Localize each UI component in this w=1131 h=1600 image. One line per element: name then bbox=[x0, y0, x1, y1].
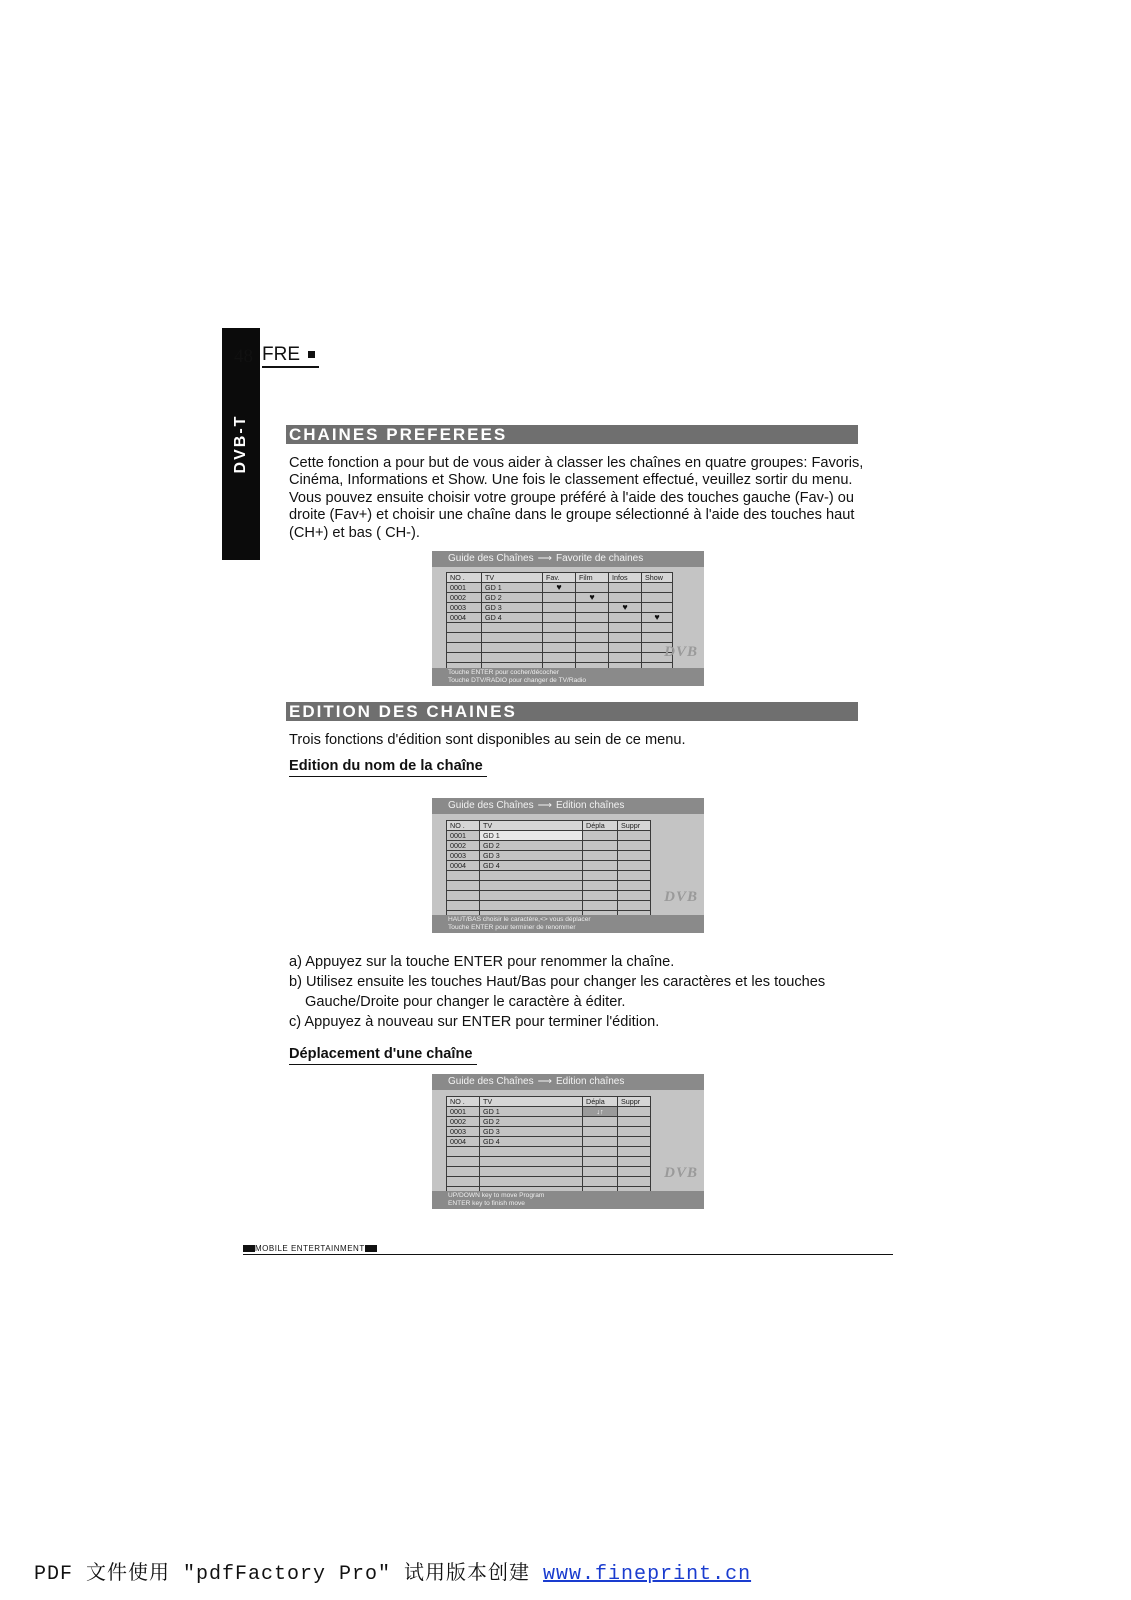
table-row bbox=[447, 1127, 651, 1137]
cell-tv bbox=[480, 1167, 583, 1177]
cell-move bbox=[583, 871, 618, 881]
table-row bbox=[447, 583, 673, 593]
table-row bbox=[447, 603, 673, 613]
table-header-row bbox=[447, 573, 673, 583]
footer-brand bbox=[243, 1244, 377, 1253]
cell-tv bbox=[482, 653, 543, 663]
table-header-cell: TV bbox=[480, 821, 583, 831]
cell-move bbox=[583, 1177, 618, 1187]
cell-tv bbox=[480, 871, 583, 881]
screen-title bbox=[432, 551, 704, 567]
cell-move bbox=[583, 1167, 618, 1177]
cell-move bbox=[583, 891, 618, 901]
section-title-favorites: CHAINES PREFEREES bbox=[286, 425, 858, 444]
cell-no bbox=[447, 881, 480, 891]
cell-no: 0002 bbox=[447, 593, 482, 603]
cell-tv bbox=[480, 1177, 583, 1187]
cell-tv bbox=[480, 1157, 583, 1167]
heart-icon: ♥ bbox=[556, 582, 562, 592]
screen-title bbox=[432, 1074, 704, 1090]
cell-no bbox=[447, 1177, 480, 1187]
cell-delete bbox=[618, 1137, 651, 1147]
table-row bbox=[447, 653, 673, 663]
screen-footer bbox=[432, 1191, 704, 1209]
screen-footer bbox=[432, 915, 704, 933]
cell-fav bbox=[642, 613, 673, 623]
cell-no: 0001 bbox=[447, 583, 482, 593]
footer-divider bbox=[243, 1254, 893, 1255]
cell-move bbox=[583, 1107, 618, 1117]
cell-delete bbox=[618, 861, 651, 871]
cell-move bbox=[583, 881, 618, 891]
cell-fav bbox=[609, 623, 642, 633]
cell-no: 0002 bbox=[447, 841, 480, 851]
cell-tv bbox=[480, 1147, 583, 1157]
cell-fav bbox=[642, 603, 673, 613]
footer-line: HAUT/BAS choisir le caractère,<> vous déplacer bbox=[448, 916, 591, 923]
screen-title-left: Guide des Chaînes bbox=[448, 800, 534, 811]
table-row bbox=[447, 1157, 651, 1167]
table-row bbox=[447, 871, 651, 881]
step-item: c) Appuyez à nouveau sur ENTER pour terminer l'édition. bbox=[289, 1014, 660, 1030]
cell-tv: GD 2 bbox=[482, 593, 543, 603]
cell-fav bbox=[543, 603, 576, 613]
footer-line: ENTER key to finish move bbox=[448, 1200, 525, 1207]
table-header-row bbox=[447, 821, 651, 831]
cell-delete bbox=[618, 1167, 651, 1177]
screenshot-move bbox=[432, 1074, 704, 1209]
cell-tv: GD 1 bbox=[480, 1107, 583, 1117]
cell-delete bbox=[618, 1127, 651, 1137]
step-item: Gauche/Droite pour changer le caractère à éditer. bbox=[305, 994, 626, 1010]
table-header-cell: TV bbox=[480, 1097, 583, 1107]
screenshot-rename bbox=[432, 798, 704, 933]
cell-tv: GD 2 bbox=[480, 841, 583, 851]
table-row bbox=[447, 643, 673, 653]
cell-no: 0002 bbox=[447, 1117, 480, 1127]
cell-tv: GD 3 bbox=[480, 851, 583, 861]
cell-tv bbox=[480, 891, 583, 901]
screen-title-right: Edition chaînes bbox=[555, 1076, 625, 1087]
cell-fav bbox=[609, 633, 642, 643]
footer-line: Touche ENTER pour cocher/décocher bbox=[448, 669, 560, 676]
cell-tv: GD 4 bbox=[480, 861, 583, 871]
cell-tv: GD 1 bbox=[482, 583, 543, 593]
cell-tv bbox=[482, 633, 543, 643]
cell-fav bbox=[642, 593, 673, 603]
subhead-move: Déplacement d'une chaîne bbox=[289, 1046, 477, 1065]
cell-move bbox=[583, 901, 618, 911]
cell-fav bbox=[609, 603, 642, 613]
footer-line: Touche ENTER pour terminer de renommer bbox=[448, 924, 576, 931]
arrow-right-icon: ⟶ bbox=[537, 553, 552, 564]
table-row bbox=[447, 901, 651, 911]
table-row bbox=[447, 861, 651, 871]
cell-tv bbox=[482, 643, 543, 653]
language-text: FRE bbox=[262, 344, 300, 365]
table-header-cell: Suppr bbox=[618, 1097, 651, 1107]
watermark bbox=[34, 1556, 751, 1586]
cell-delete bbox=[618, 881, 651, 891]
cell-fav bbox=[609, 583, 642, 593]
cell-no bbox=[447, 633, 482, 643]
cell-delete bbox=[618, 851, 651, 861]
cell-no bbox=[447, 653, 482, 663]
footer-line: UP/DOWN key to move Program bbox=[448, 1192, 545, 1199]
heart-icon: ♥ bbox=[589, 592, 595, 602]
screen-title-right: Edition chaînes bbox=[555, 800, 625, 811]
square-icon bbox=[243, 1245, 255, 1252]
cell-tv: GD 2 bbox=[480, 1117, 583, 1127]
cell-tv: GD 3 bbox=[480, 1127, 583, 1137]
table-header-cell: TV bbox=[482, 573, 543, 583]
cell-tv: GD 4 bbox=[482, 613, 543, 623]
table-row bbox=[447, 831, 651, 841]
cell-no: 0004 bbox=[447, 1137, 480, 1147]
cell-delete bbox=[618, 841, 651, 851]
cell-move bbox=[583, 831, 618, 841]
screen-title bbox=[432, 798, 704, 814]
heart-icon: ♥ bbox=[622, 602, 628, 612]
cell-fav bbox=[576, 603, 609, 613]
screen-title-left: Guide des Chaînes bbox=[448, 553, 534, 564]
table-header-cell: Show bbox=[642, 573, 673, 583]
cell-delete bbox=[618, 871, 651, 881]
channel-table bbox=[446, 1096, 651, 1197]
channel-table bbox=[446, 572, 673, 673]
cell-fav bbox=[576, 583, 609, 593]
edition-intro: Trois fonctions d'édition sont disponibles au sein de ce menu. bbox=[289, 732, 686, 748]
cell-fav bbox=[576, 593, 609, 603]
table-header-cell: NO . bbox=[447, 1097, 480, 1107]
cell-move bbox=[583, 851, 618, 861]
table-row bbox=[447, 613, 673, 623]
table-row bbox=[447, 623, 673, 633]
cell-fav bbox=[576, 623, 609, 633]
cell-move bbox=[583, 1137, 618, 1147]
cell-move bbox=[583, 1127, 618, 1137]
cell-delete bbox=[618, 1107, 651, 1117]
square-icon bbox=[365, 1245, 377, 1252]
cell-fav bbox=[642, 623, 673, 633]
cell-no bbox=[447, 871, 480, 881]
table-header-cell: Infos bbox=[609, 573, 642, 583]
move-arrows-icon: ↓↑ bbox=[596, 1107, 604, 1116]
section-title-edition: EDITION DES CHAINES bbox=[286, 702, 858, 721]
table-row bbox=[447, 891, 651, 901]
dvb-logo: DVB bbox=[664, 889, 698, 905]
table-header-cell: Fav. bbox=[543, 573, 576, 583]
cell-fav bbox=[576, 643, 609, 653]
cell-fav bbox=[543, 633, 576, 643]
table-row bbox=[447, 1167, 651, 1177]
cell-fav bbox=[543, 643, 576, 653]
heart-icon: ♥ bbox=[654, 612, 660, 622]
cell-delete bbox=[618, 1147, 651, 1157]
table-header-cell: Dépla bbox=[583, 1097, 618, 1107]
cell-delete bbox=[618, 1177, 651, 1187]
table-header-cell: Dépla bbox=[583, 821, 618, 831]
cell-fav bbox=[576, 633, 609, 643]
cell-fav bbox=[543, 623, 576, 633]
table-row bbox=[447, 1117, 651, 1127]
brand-text: MOBILE ENTERTAINMENT bbox=[255, 1244, 365, 1253]
cell-fav bbox=[609, 593, 642, 603]
channel-table bbox=[446, 820, 651, 921]
cell-no: 0001 bbox=[447, 1107, 480, 1117]
cell-move bbox=[583, 1147, 618, 1157]
cell-fav bbox=[576, 653, 609, 663]
cell-no bbox=[447, 901, 480, 911]
table-row bbox=[447, 1147, 651, 1157]
screenshot-favorites bbox=[432, 551, 704, 686]
subhead-rename: Edition du nom de la chaîne bbox=[289, 758, 487, 777]
cell-no: 0004 bbox=[447, 861, 480, 871]
cell-tv: GD 4 bbox=[480, 1137, 583, 1147]
cell-move bbox=[583, 841, 618, 851]
cell-fav bbox=[609, 613, 642, 623]
cell-fav bbox=[642, 633, 673, 643]
cell-tv: GD 1 bbox=[480, 831, 583, 841]
cell-tv bbox=[480, 901, 583, 911]
dvb-logo: DVB bbox=[664, 644, 698, 660]
favorites-paragraph: Cette fonction a pour but de vous aider à classer les chaînes en quatre groupes: Favoris, Cinéma, Informations et Show. Une fois le classement effectué, veuillez sortir du menu. Vous pouvez ensuite choisir votre groupe préféré à l'aide des touches gauche (Fav-) ou droite (Fav+) et choisir une chaîne dans le groupe sélectionné à l'aide des touches haut (CH+) et bas ( CH-). bbox=[289, 455, 864, 541]
cell-no bbox=[447, 643, 482, 653]
dvb-logo: DVB bbox=[664, 1165, 698, 1181]
step-item: a) Appuyez sur la touche ENTER pour renommer la chaîne. bbox=[289, 954, 675, 970]
table-header-row bbox=[447, 1097, 651, 1107]
cell-fav bbox=[609, 653, 642, 663]
table-row bbox=[447, 881, 651, 891]
cell-no: 0001 bbox=[447, 831, 480, 841]
cell-fav bbox=[543, 583, 576, 593]
table-row bbox=[447, 1137, 651, 1147]
table-row bbox=[447, 851, 651, 861]
cell-tv bbox=[482, 623, 543, 633]
cell-fav bbox=[609, 643, 642, 653]
cell-move bbox=[583, 1157, 618, 1167]
screen-title-right: Favorite de chaines bbox=[555, 553, 644, 564]
table-row bbox=[447, 633, 673, 643]
cell-fav bbox=[543, 653, 576, 663]
cell-delete bbox=[618, 891, 651, 901]
cell-no: 0004 bbox=[447, 613, 482, 623]
cell-delete bbox=[618, 1117, 651, 1127]
screen-title-left: Guide des Chaînes bbox=[448, 1076, 534, 1087]
table-header-cell: Suppr bbox=[618, 821, 651, 831]
step-item: b) Utilisez ensuite les touches Haut/Bas pour changer les caractères et les touches bbox=[289, 974, 826, 990]
cell-move bbox=[583, 861, 618, 871]
table-header-cell: NO . bbox=[447, 573, 482, 583]
cell-delete bbox=[618, 831, 651, 841]
table-row bbox=[447, 1177, 651, 1187]
cell-no bbox=[447, 891, 480, 901]
table-row bbox=[447, 593, 673, 603]
arrow-right-icon: ⟶ bbox=[537, 800, 552, 811]
cell-move bbox=[583, 1117, 618, 1127]
cell-fav bbox=[543, 613, 576, 623]
screen-footer bbox=[432, 668, 704, 686]
watermark-link[interactable]: www.fineprint.cn bbox=[543, 1563, 752, 1586]
language-label bbox=[262, 344, 319, 368]
footer-line: Touche DTV/RADIO pour changer de TV/Radio bbox=[448, 677, 587, 684]
cell-no bbox=[447, 1157, 480, 1167]
cell-no bbox=[447, 1147, 480, 1157]
cell-delete bbox=[618, 1157, 651, 1167]
table-row bbox=[447, 1107, 651, 1117]
watermark-text: PDF 文件使用 "pdfFactory Pro" 试用版本创建 bbox=[34, 1563, 544, 1586]
table-header-cell: NO . bbox=[447, 821, 480, 831]
side-tab-label: DVB-T bbox=[232, 414, 249, 474]
cell-fav bbox=[576, 613, 609, 623]
cell-no: 0003 bbox=[447, 851, 480, 861]
cell-tv: GD 3 bbox=[482, 603, 543, 613]
cell-fav bbox=[543, 593, 576, 603]
cell-no bbox=[447, 1167, 480, 1177]
cell-no: 0003 bbox=[447, 1127, 480, 1137]
cell-delete bbox=[618, 901, 651, 911]
rename-steps bbox=[289, 952, 869, 1032]
page-number: 48 bbox=[234, 346, 253, 367]
cell-tv bbox=[480, 881, 583, 891]
cell-fav bbox=[642, 583, 673, 593]
cell-no bbox=[447, 623, 482, 633]
cell-no: 0003 bbox=[447, 603, 482, 613]
arrow-right-icon: ⟶ bbox=[537, 1076, 552, 1087]
square-icon bbox=[308, 351, 315, 358]
table-row bbox=[447, 841, 651, 851]
table-header-cell: Film bbox=[576, 573, 609, 583]
